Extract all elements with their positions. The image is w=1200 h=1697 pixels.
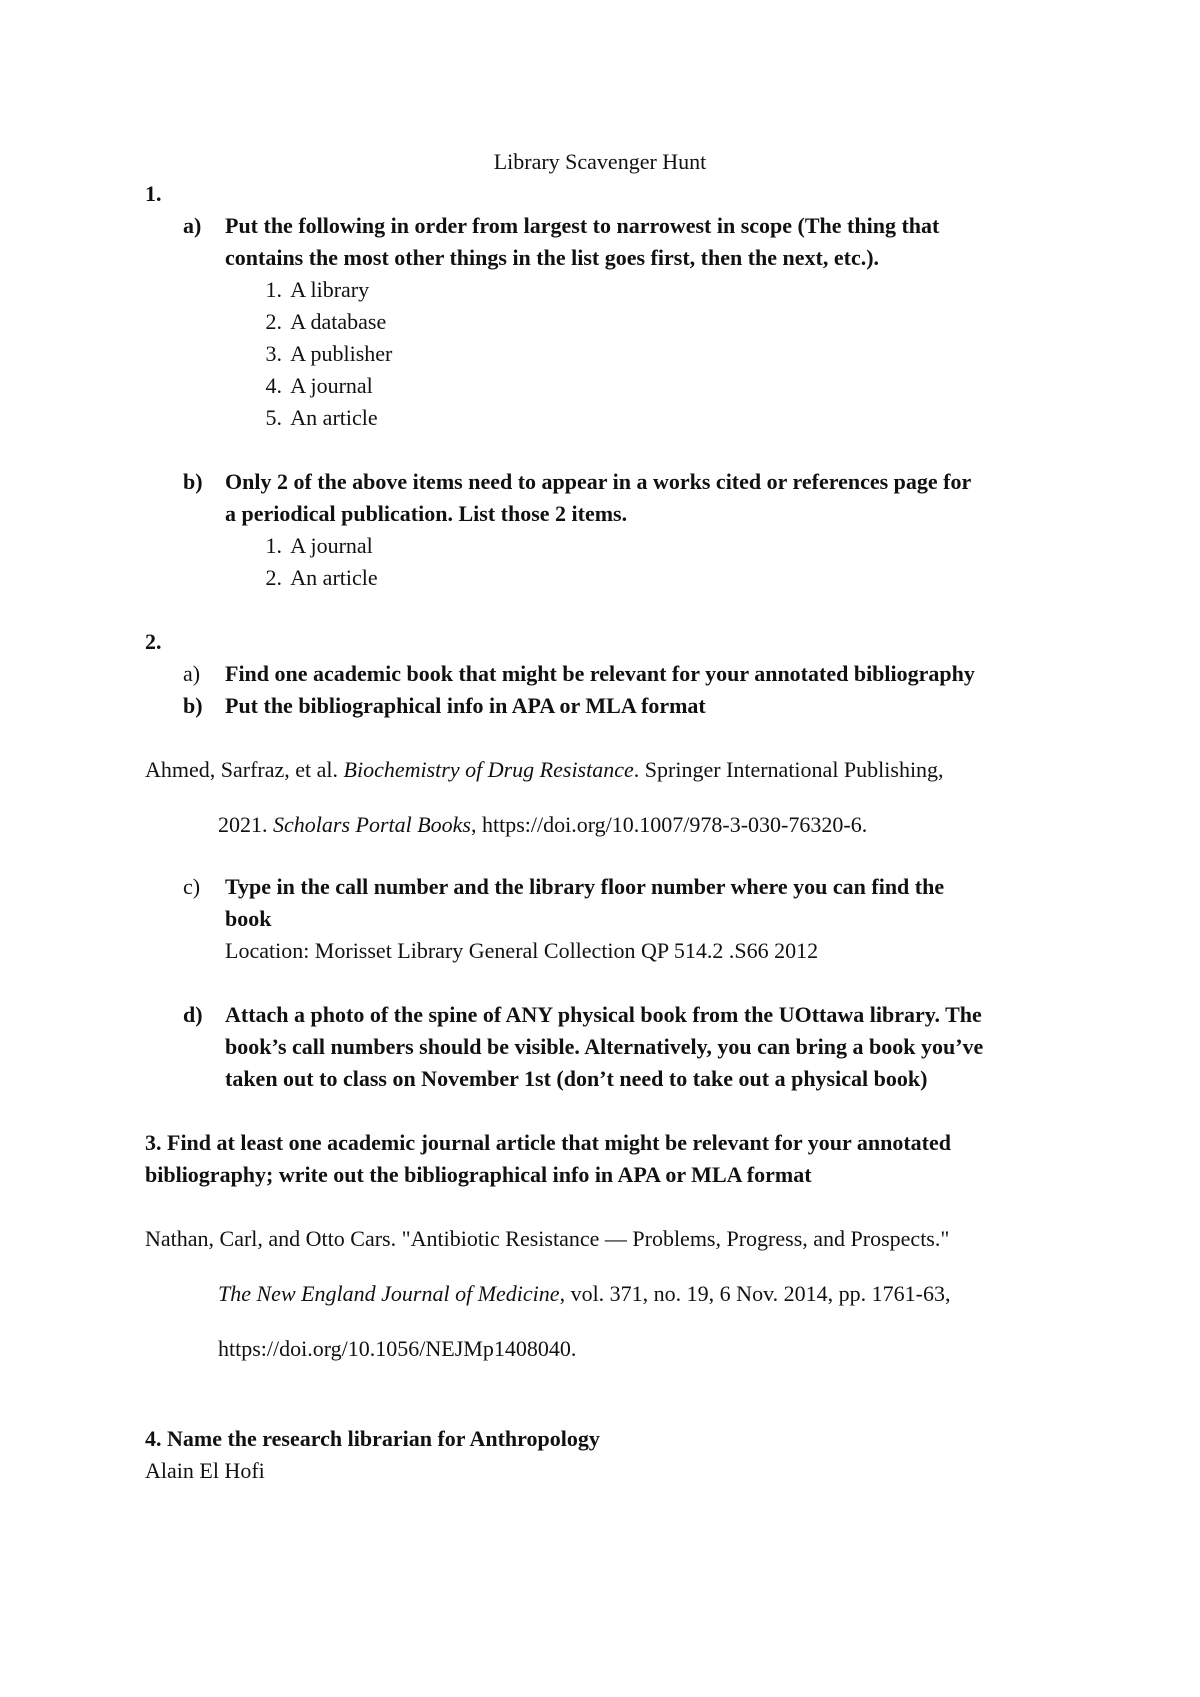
q1a-item — [252, 274, 369, 306]
call-number-answer: Location: Morisset Library General Collection QP 514.2 .S66 2012 — [225, 938, 819, 963]
list-item-text: A publisher — [290, 341, 393, 366]
citation-volume: , vol. 371, no. 19, 6 Nov. 2014, pp. 1761-63, — [559, 1281, 951, 1306]
article-citation-line3: https://doi.org/10.1056/NEJMp1408040. — [218, 1336, 577, 1361]
list-number: 2. — [265, 309, 282, 334]
q1b-item — [252, 530, 373, 562]
q1-number: 1. — [145, 181, 162, 206]
list-item-text: An article — [290, 565, 378, 590]
q4-question: 4. Name the research librarian for Anthropology — [145, 1426, 600, 1451]
q2c-line1 — [183, 871, 944, 903]
q1a-item — [252, 402, 378, 434]
citation-year: 2021. — [218, 812, 273, 837]
q1b-text-1: Only 2 of the above items need to appear in a works cited or references page for — [225, 469, 972, 494]
q2a-line — [183, 658, 975, 690]
list-number: 1. — [265, 533, 282, 558]
q2b-label: b) — [183, 693, 203, 718]
q2d-label: d) — [183, 1002, 203, 1027]
q1a-item — [252, 306, 386, 338]
q1b-line1 — [183, 466, 971, 498]
book-citation-line1 — [145, 754, 944, 786]
q1a-label: a) — [183, 213, 202, 238]
list-item-text: A journal — [290, 533, 373, 558]
q2d-text-1: Attach a photo of the spine of ANY physical book from the UOttawa library. The — [225, 1002, 982, 1027]
q2b-text: Put the bibliographical info in APA or MLA format — [225, 693, 706, 718]
list-number: 2. — [265, 565, 282, 590]
list-item-text: A database — [290, 309, 387, 334]
q1a-item — [252, 338, 392, 370]
q2a-label: a) — [183, 661, 201, 686]
q2c-line2: book — [225, 906, 272, 931]
citation-publisher: . Springer International Publishing, — [633, 757, 944, 782]
q3-line2: bibliography; write out the bibliographical info in APA or MLA format — [145, 1162, 812, 1187]
q4-answer: Alain El Hofi — [145, 1458, 265, 1483]
list-number: 4. — [265, 373, 282, 398]
q1b-line2: a periodical publication. List those 2 items. — [225, 501, 628, 526]
q1a-text-1: Put the following in order from largest to narrowest in scope (The thing that — [225, 213, 940, 238]
list-item-text: A journal — [290, 373, 373, 398]
q2-number: 2. — [145, 629, 162, 654]
list-item-text: An article — [290, 405, 378, 430]
q2d-line2: book’s call numbers should be visible. Alternatively, you can bring a book you’ve — [225, 1034, 984, 1059]
q2d-line3: taken out to class on November 1st (don’t need to take out a physical book) — [225, 1066, 928, 1091]
list-number: 3. — [265, 341, 282, 366]
page-title: Library Scavenger Hunt — [493, 149, 707, 174]
q2d-line1 — [183, 999, 982, 1031]
q1a-line2: contains the most other things in the list goes first, then the next, etc.). — [225, 245, 880, 270]
database-name: Scholars Portal Books — [273, 812, 471, 837]
q2b-line — [183, 690, 706, 722]
q3-line1: 3. Find at least one academic journal article that might be relevant for your annotated — [145, 1130, 951, 1155]
book-title: Biochemistry of Drug Resistance — [343, 757, 634, 782]
q2c-label: c) — [183, 874, 201, 899]
q1b-label: b) — [183, 469, 203, 494]
article-citation-line2 — [218, 1278, 950, 1310]
q2c-text-1: Type in the call number and the library floor number where you can find the — [225, 874, 945, 899]
article-citation-line1: Nathan, Carl, and Otto Cars. "Antibiotic Resistance — Problems, Progress, and Prospects." — [145, 1226, 950, 1251]
q1a-line1 — [183, 210, 939, 242]
journal-title: The New England Journal of Medicine — [218, 1281, 560, 1306]
book-citation-line2 — [218, 809, 867, 841]
list-number: 1. — [265, 277, 282, 302]
q2a-text: Find one academic book that might be relevant for your annotated bibliography — [225, 661, 975, 686]
citation-authors: Ahmed, Sarfraz, et al. — [145, 757, 344, 782]
q1a-item — [252, 370, 373, 402]
citation-doi: , https://doi.org/10.1007/978-3-030-76320-6. — [471, 812, 868, 837]
list-item-text: A library — [290, 277, 370, 302]
q1b-item — [252, 562, 378, 594]
list-number: 5. — [265, 405, 282, 430]
